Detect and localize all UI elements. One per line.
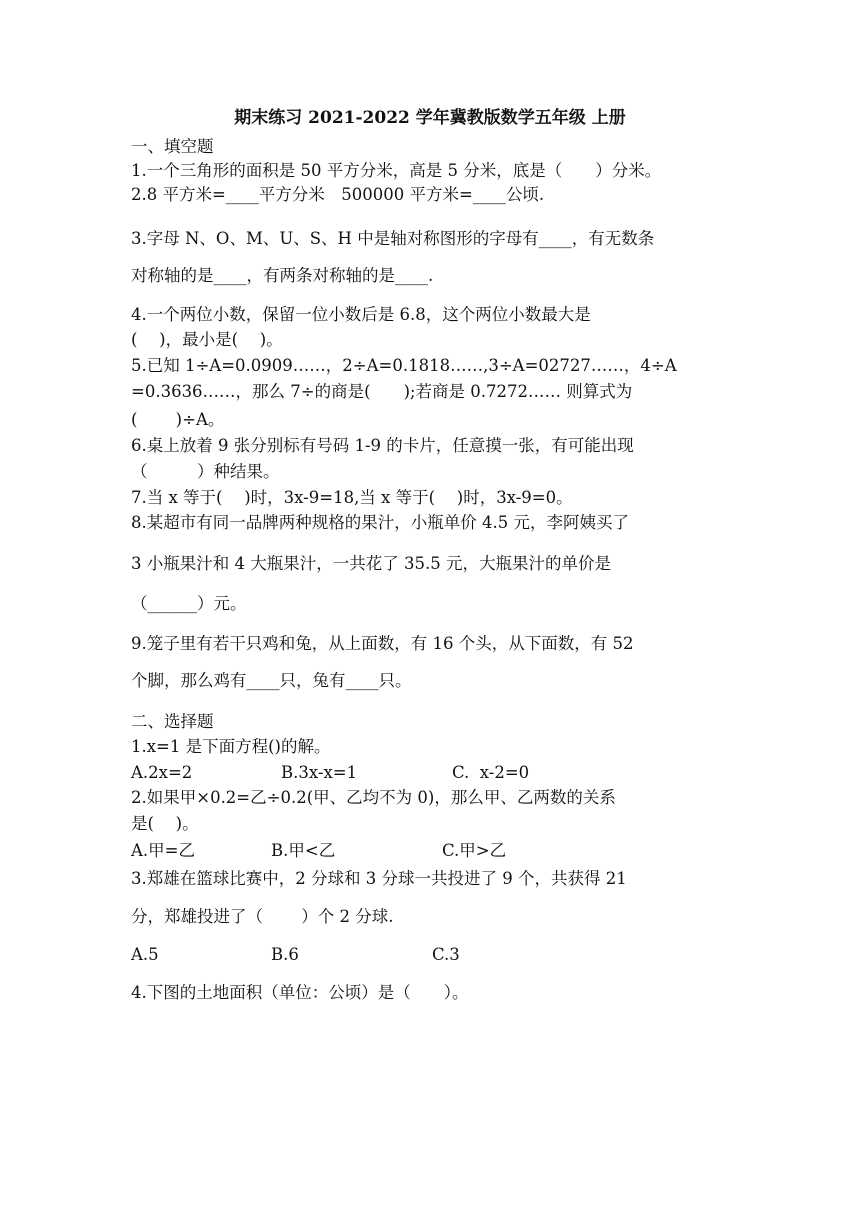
option-a: A.甲=乙 bbox=[131, 841, 195, 860]
question-line: 3.郑雄在篮球比赛中，2 分球和 3 分球一共投进了 9 个，共获得 21 bbox=[131, 869, 627, 888]
question-line: 8.某超市有同一品牌两种规格的果汁，小瓶单价 4.5 元，李阿姨买了 bbox=[131, 513, 629, 532]
question-line: 4.一个两位小数，保留一位小数后是 6.8，这个两位小数最大是 bbox=[131, 305, 591, 324]
option-c: C.甲>乙 bbox=[442, 841, 507, 860]
question-line: =0.3636……，那么 7÷的商是( );若商是 0.7272…… 则算式为 bbox=[131, 382, 633, 401]
question-line: 4.下图的土地面积（单位：公顷）是（ ）。 bbox=[131, 983, 469, 1002]
question-line: 3.字母 N、O、M、U、S、H 中是轴对称图形的字母有____，有无数条 bbox=[131, 229, 655, 248]
question-line: 5.已知 1÷A=0.0909……，2÷A=0.1818……,3÷A=02727……，4÷A bbox=[131, 356, 677, 375]
question-line: 2.如果甲×0.2=乙÷0.2(甲、乙均不为 0)，那么甲、乙两数的关系 bbox=[131, 788, 616, 807]
question-line: ( )÷A。 bbox=[131, 410, 225, 429]
option-b: B.甲<乙 bbox=[271, 841, 336, 860]
question-line: 个脚，那么鸡有____只，兔有____只。 bbox=[131, 671, 412, 690]
question-line: ( )，最小是( )。 bbox=[131, 330, 283, 349]
document-title: 期末练习 2021-2022 学年冀教版数学五年级 上册 bbox=[234, 108, 626, 128]
section-heading-choice: 二、选择题 bbox=[131, 712, 214, 731]
question-line: 对称轴的是____，有两条对称轴的是____. bbox=[131, 266, 434, 285]
option-b: B.6 bbox=[271, 945, 299, 964]
option-c: C.3 bbox=[432, 945, 460, 964]
question-line: 1.x=1 是下面方程()的解。 bbox=[131, 737, 331, 756]
question-line: 7.当 x 等于( )时，3x-9=18,当 x 等于( )时，3x-9=0。 bbox=[131, 488, 573, 507]
question-line: 9.笼子里有若干只鸡和兔，从上面数，有 16 个头，从下面数，有 52 bbox=[131, 634, 634, 653]
question-line: 3 小瓶果汁和 4 大瓶果汁，一共花了 35.5 元，大瓶果汁的单价是 bbox=[131, 554, 611, 573]
option-a: A.5 bbox=[131, 945, 159, 964]
question-line: 2.8 平方米=____平方分米 500000 平方米=____公顷. bbox=[131, 185, 545, 204]
option-a: A.2x=2 bbox=[131, 763, 193, 782]
question-line: （ ）种结果。 bbox=[131, 462, 280, 481]
question-line: 是( )。 bbox=[131, 814, 199, 833]
question-line: 分，郑雄投进了（ ）个 2 分球. bbox=[131, 907, 394, 926]
option-b: B.3x-x=1 bbox=[281, 763, 358, 782]
question-line: 1.一个三角形的面积是 50 平方分米，高是 5 分米，底是（ ）分米。 bbox=[131, 161, 662, 180]
option-c: C. x-2=0 bbox=[452, 763, 530, 782]
section-heading-fill-blank: 一、填空题 bbox=[131, 137, 214, 156]
question-line: （______）元。 bbox=[131, 594, 247, 613]
question-line: 6.桌上放着 9 张分别标有号码 1-9 的卡片，任意摸一张，有可能出现 bbox=[131, 436, 634, 455]
